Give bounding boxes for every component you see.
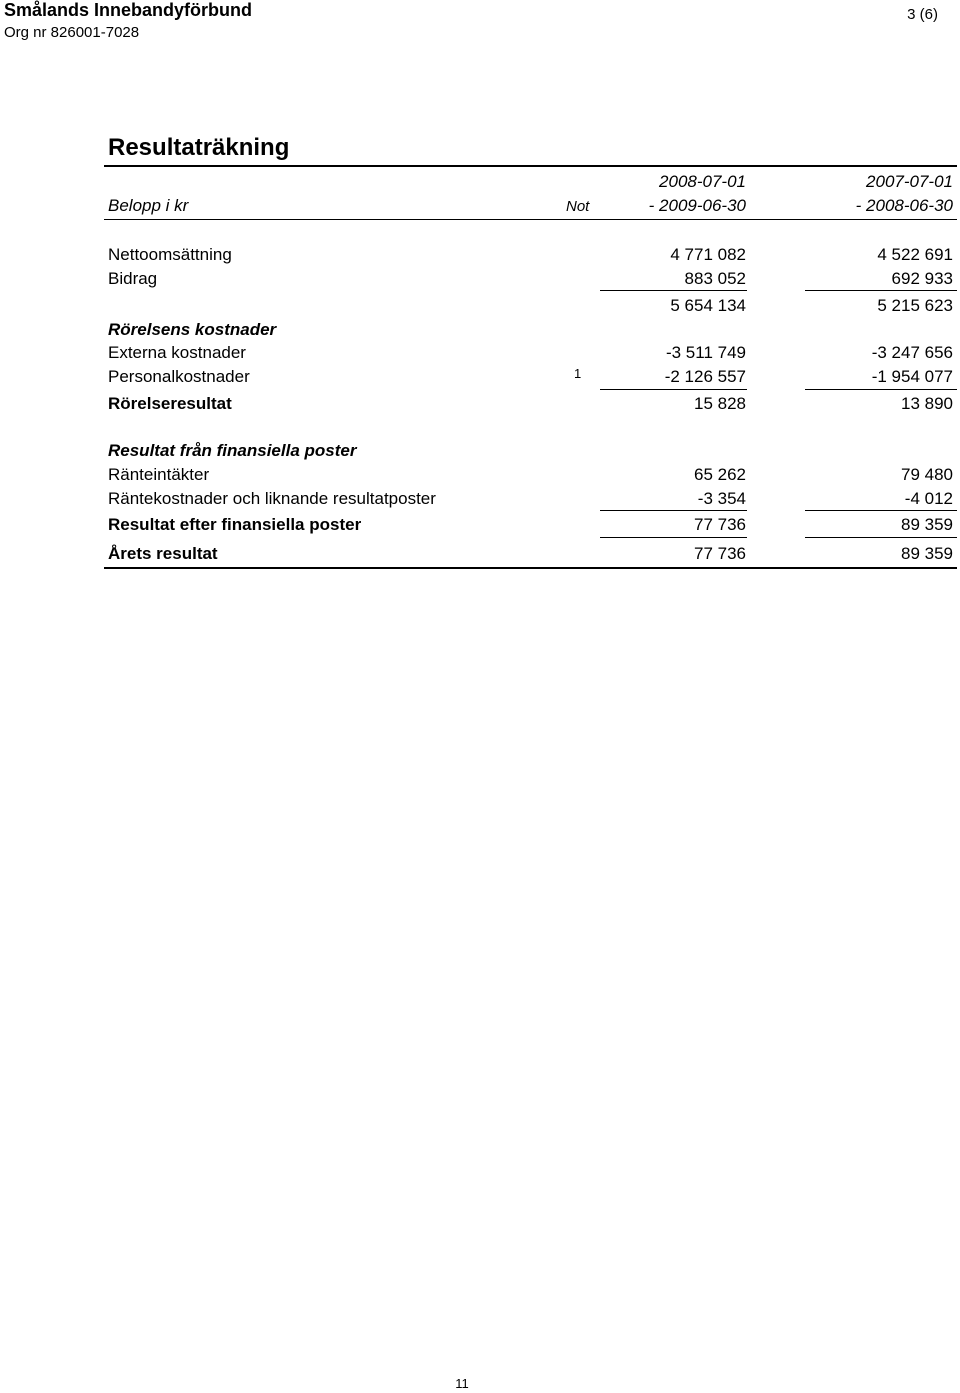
total-rule-prior-pre-net (805, 537, 957, 538)
period-current-start: 2008-07-01 (659, 172, 746, 191)
value-current-ranteintakter: 65 262 (694, 465, 746, 484)
subtotal-prior-revenue: 5 215 623 (877, 296, 953, 315)
row-label-externa-kostnader: Externa kostnader (108, 343, 246, 362)
row-label-rorelseresultat: Rörelseresultat (108, 394, 232, 413)
note-column-header: Not (566, 198, 590, 215)
amount-label: Belopp i kr (108, 196, 189, 215)
value-prior-rantekostnader: -4 012 (904, 489, 953, 508)
period-prior-end: - 2008-06-30 (855, 196, 953, 215)
total-rule-prior-operating (805, 389, 957, 390)
header-divider (104, 219, 957, 220)
row-label-bidrag: Bidrag (108, 269, 158, 288)
final-rule (104, 567, 957, 569)
subtotal-current-revenue: 5 654 134 (670, 296, 746, 315)
note-reference: 1 (574, 366, 582, 381)
row-label-personalkostnader: Personalkostnader (108, 367, 250, 386)
value-prior-rorelseresultat: 13 890 (901, 394, 953, 413)
subtotal-rule-current (600, 290, 747, 291)
value-current-nettoomsattning: 4 771 082 (670, 245, 746, 264)
row-label-resultat-efter-finansiella: Resultat efter finansiella poster (108, 515, 362, 534)
row-label-arets-resultat: Årets resultat (108, 544, 218, 563)
value-current-personalkostnader: -2 126 557 (664, 367, 746, 386)
value-prior-arets-resultat: 89 359 (901, 544, 953, 563)
section-heading-financial-items: Resultat från finansiella poster (108, 441, 357, 460)
page-indicator: 3 (6) (907, 6, 938, 23)
page-title: Resultaträkning (108, 134, 290, 161)
row-label-rantekostnader: Räntekostnader och liknande resultatposter (108, 489, 436, 508)
period-prior-start: 2007-07-01 (866, 172, 953, 191)
value-current-arets-resultat: 77 736 (694, 544, 746, 563)
footer-page-number: 11 (455, 1376, 469, 1391)
value-prior-personalkostnader: -1 954 077 (871, 367, 953, 386)
row-label-ranteintakter: Ränteintäkter (108, 465, 210, 484)
value-prior-resultat-efter-finansiella: 89 359 (901, 515, 953, 534)
value-current-bidrag: 883 052 (684, 269, 746, 288)
subtotal-rule-prior (805, 290, 957, 291)
title-underline (104, 165, 957, 167)
total-rule-prior-financial (805, 510, 957, 511)
row-label-nettoomsattning: Nettoomsättning (108, 245, 232, 264)
value-current-rantekostnader: -3 354 (697, 489, 746, 508)
value-prior-ranteintakter: 79 480 (901, 465, 953, 484)
value-current-externa-kostnader: -3 511 749 (665, 343, 746, 362)
value-prior-bidrag: 692 933 (891, 269, 953, 288)
section-heading-operating-costs: Rörelsens kostnader (108, 320, 277, 339)
total-rule-current-operating (600, 389, 747, 390)
period-current-end: - 2009-06-30 (648, 196, 746, 215)
value-prior-nettoomsattning: 4 522 691 (877, 245, 953, 264)
value-prior-externa-kostnader: -3 247 656 (871, 343, 953, 362)
total-rule-current-financial (600, 510, 747, 511)
organization-number: Org nr 826001-7028 (4, 24, 140, 41)
value-current-resultat-efter-finansiella: 77 736 (694, 515, 746, 534)
value-current-rorelseresultat: 15 828 (694, 394, 746, 413)
organization-name: Smålands Innebandyförbund (4, 0, 253, 20)
total-rule-current-pre-net (600, 537, 747, 538)
